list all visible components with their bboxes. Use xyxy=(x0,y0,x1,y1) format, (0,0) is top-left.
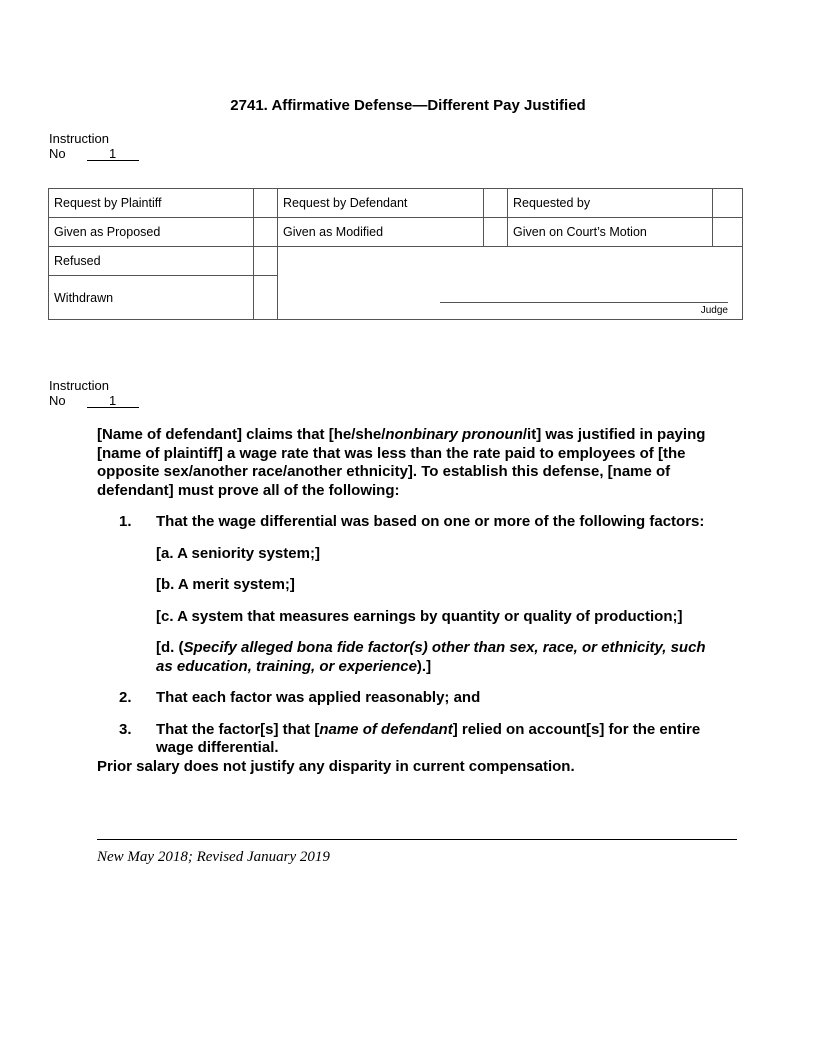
element-text: That the wage differential was based on one or more of the following factors: xyxy=(156,513,705,530)
instruction-number-block-bottom xyxy=(49,378,139,408)
judge-label: Judge xyxy=(700,305,728,316)
factor-b: [b. A merit system;] xyxy=(156,576,295,593)
requested-by-checkbox[interactable] xyxy=(713,189,743,218)
factor-c: [c. A system that measures earnings by quantity or quality of production;] xyxy=(156,607,683,625)
given-on-courts-motion-checkbox[interactable] xyxy=(713,218,743,247)
request-by-plaintiff-checkbox[interactable] xyxy=(254,189,278,218)
withdrawn-checkbox[interactable] xyxy=(254,276,278,320)
no-label: No xyxy=(49,393,66,408)
element-number: 1. xyxy=(119,513,132,530)
element-item-3 xyxy=(97,721,717,758)
instruction-number-field[interactable]: 1 xyxy=(87,395,139,408)
no-label: No xyxy=(49,146,66,161)
request-table xyxy=(48,188,743,320)
instruction-label: Instruction xyxy=(49,378,109,393)
element-item-1 xyxy=(97,513,717,532)
section-divider xyxy=(97,839,737,840)
intro-paragraph: [Name of defendant] claims that [he/she/nonbinary pronoun/it] was justified in paying [name of plaintiff] a wage rate that was less than the rate paid to employees of [the opposite sex/another race/another ethnicity]. To establish this defense, [name of defendant] must prove all of the following: xyxy=(97,426,706,499)
element-text: That each factor was applied reasonably; and xyxy=(156,689,481,706)
factor-d: [d. (Specify alleged bona fide factor(s) other than sex, race, or ethnicity, such as education, training, or experience).] xyxy=(156,639,706,675)
judge-signature-line[interactable] xyxy=(440,302,728,303)
element-item-2 xyxy=(97,689,717,708)
judge-signature-area xyxy=(278,247,743,320)
given-on-courts-motion-label: Given on Court’s Motion xyxy=(508,218,713,247)
factor-a: [a. A seniority system;] xyxy=(156,544,320,562)
element-number: 3. xyxy=(119,720,132,738)
element-text: That the factor[s] that [name of defendant] relied on account[s] for the entire wage differential. xyxy=(156,720,701,756)
refused-label: Refused xyxy=(49,247,254,276)
given-as-proposed-checkbox[interactable] xyxy=(254,218,278,247)
requested-by-label: Requested by xyxy=(508,189,713,218)
request-by-defendant-label: Request by Defendant xyxy=(278,189,484,218)
given-as-modified-checkbox[interactable] xyxy=(484,218,508,247)
document-title: 2741. Affirmative Defense—Different Pay Justified xyxy=(230,97,586,114)
given-as-modified-label: Given as Modified xyxy=(278,218,484,247)
given-as-proposed-label: Given as Proposed xyxy=(49,218,254,247)
withdrawn-label: Withdrawn xyxy=(49,276,254,320)
instruction-body xyxy=(97,426,717,776)
refused-checkbox[interactable] xyxy=(254,247,278,276)
element-number: 2. xyxy=(119,689,132,706)
instruction-number-block-top xyxy=(49,131,139,161)
history-note: New May 2018; Revised January 2019 xyxy=(97,849,330,865)
request-by-plaintiff-label: Request by Plaintiff xyxy=(49,189,254,218)
request-by-defendant-checkbox[interactable] xyxy=(484,189,508,218)
instruction-number-field[interactable]: 1 xyxy=(87,148,139,161)
instruction-label: Instruction xyxy=(49,131,109,146)
closing-paragraph: Prior salary does not justify any disparity in current compensation. xyxy=(97,757,575,775)
